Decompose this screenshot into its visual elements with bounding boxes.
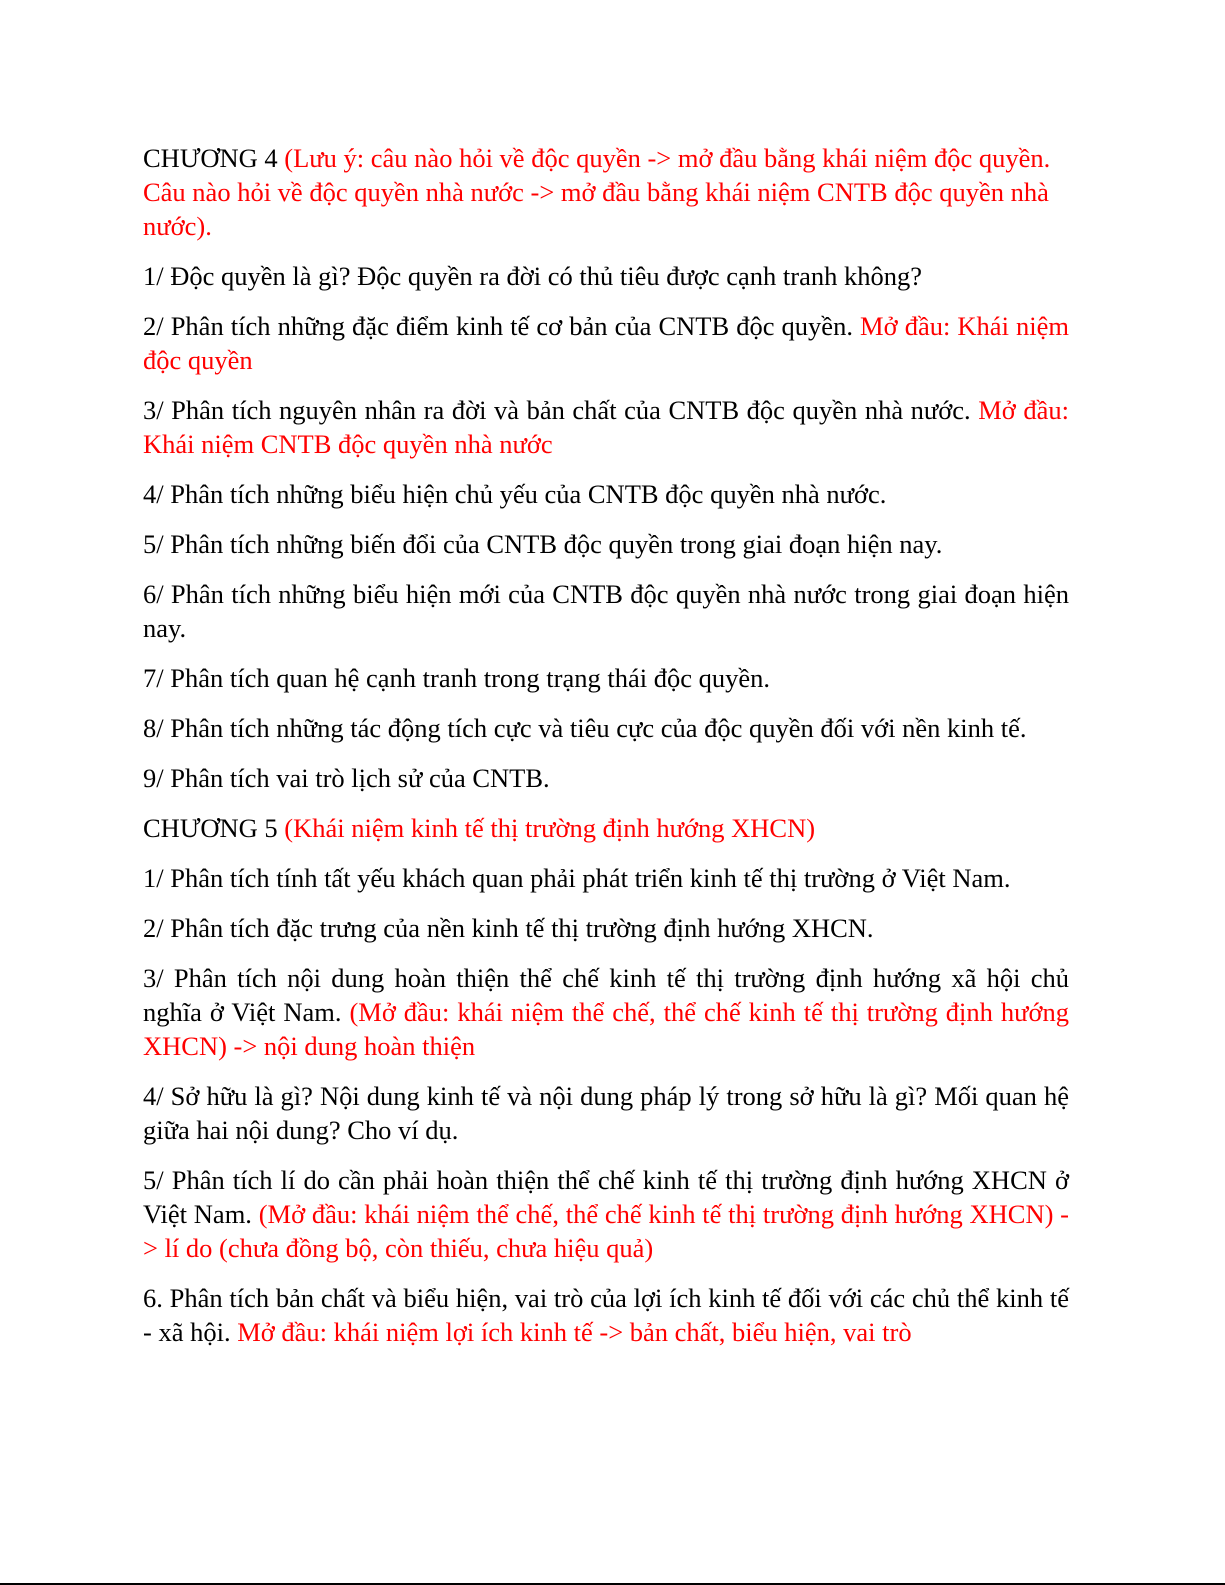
question-text: 2/ Phân tích những đặc điểm kinh tế cơ bản của CNTB độc quyền. <box>143 311 853 341</box>
question-note: (Mở đầu: khái niệm thể chế, thể chế kinh tế thị trường định hướng XHCN) -> lí do (chưa đồng bộ, còn thiếu, chưa hiệu quả) <box>143 1199 1069 1263</box>
chapter-5-header <box>143 811 1069 845</box>
question-5-2: 2/ Phân tích đặc trưng của nền kinh tế thị trường định hướng XHCN. <box>143 913 874 943</box>
question-4-8: 8/ Phân tích những tác động tích cực và tiêu cực của độc quyền đối với nền kinh tế. <box>143 713 1027 743</box>
question-text: 3/ Phân tích nguyên nhân ra đời và bản chất của CNTB độc quyền nhà nước. <box>143 395 971 425</box>
chapter-5-note: (Khái niệm kinh tế thị trường định hướng XHCN) <box>284 813 816 843</box>
question-5-6 <box>143 1281 1069 1349</box>
question-note: Mở đầu: Khái niệm CNTB độc quyền nhà nước <box>143 395 1069 459</box>
question-note: (Mở đầu: khái niệm thể chế, thể chế kinh tế thị trường định hướng XHCN) -> nội dung hoàn thiện <box>143 997 1069 1061</box>
question-4-5: 5/ Phân tích những biến đổi của CNTB độc quyền trong giai đoạn hiện nay. <box>143 529 943 559</box>
question-4-6: 6/ Phân tích những biểu hiện mới của CNTB độc quyền nhà nước trong giai đoạn hiện nay. <box>143 579 1069 643</box>
chapter-4-note: (Lưu ý: câu nào hỏi về độc quyền -> mở đầu bằng khái niệm độc quyền. Câu nào hỏi về độc quyền nhà nước -> mở đầu bằng khái niệm CNTB độc quyền nhà nước). <box>143 143 1051 241</box>
question-5-3 <box>143 961 1069 1063</box>
question-5-4: 4/ Sở hữu là gì? Nội dung kinh tế và nội dung pháp lý trong sở hữu là gì? Mối quan hệ giữa hai nội dung? Cho ví dụ. <box>143 1081 1069 1145</box>
question-text: 6. Phân tích bản chất và biểu hiện, vai trò của lợi ích kinh tế đối với các chủ thể kinh tế - xã hội. <box>143 1283 1069 1347</box>
question-4-3 <box>143 393 1069 461</box>
question-4-2 <box>143 309 1069 377</box>
question-text: 3/ Phân tích nội dung hoàn thiện thể chế kinh tế thị trường định hướng xã hội chủ nghĩa ở Việt Nam. <box>143 963 1069 1027</box>
question-5-1: 1/ Phân tích tính tất yếu khách quan phải phát triển kinh tế thị trường ở Việt Nam. <box>143 863 1011 893</box>
question-4-9: 9/ Phân tích vai trò lịch sử của CNTB. <box>143 763 550 793</box>
question-4-7: 7/ Phân tích quan hệ cạnh tranh trong trạng thái độc quyền. <box>143 663 770 693</box>
document-page <box>143 141 1069 1365</box>
chapter-4-header <box>143 141 1069 243</box>
question-note: Mở đầu: khái niệm lợi ích kinh tế -> bản chất, biểu hiện, vai trò <box>237 1317 912 1347</box>
question-note: Mở đầu: Khái niệm độc quyền <box>143 311 1070 375</box>
question-text: 5/ Phân tích lí do cần phải hoàn thiện thể chế kinh tế thị trường định hướng XHCN ở Việt Nam. <box>143 1165 1069 1229</box>
chapter-4-heading: CHƯƠNG 4 <box>143 143 278 173</box>
question-5-5 <box>143 1163 1069 1265</box>
chapter-5-heading: CHƯƠNG 5 <box>143 813 278 843</box>
question-4-1: 1/ Độc quyền là gì? Độc quyền ra đời có thủ tiêu được cạnh tranh không? <box>143 261 923 291</box>
question-4-4: 4/ Phân tích những biểu hiện chủ yếu của CNTB độc quyền nhà nước. <box>143 479 887 509</box>
